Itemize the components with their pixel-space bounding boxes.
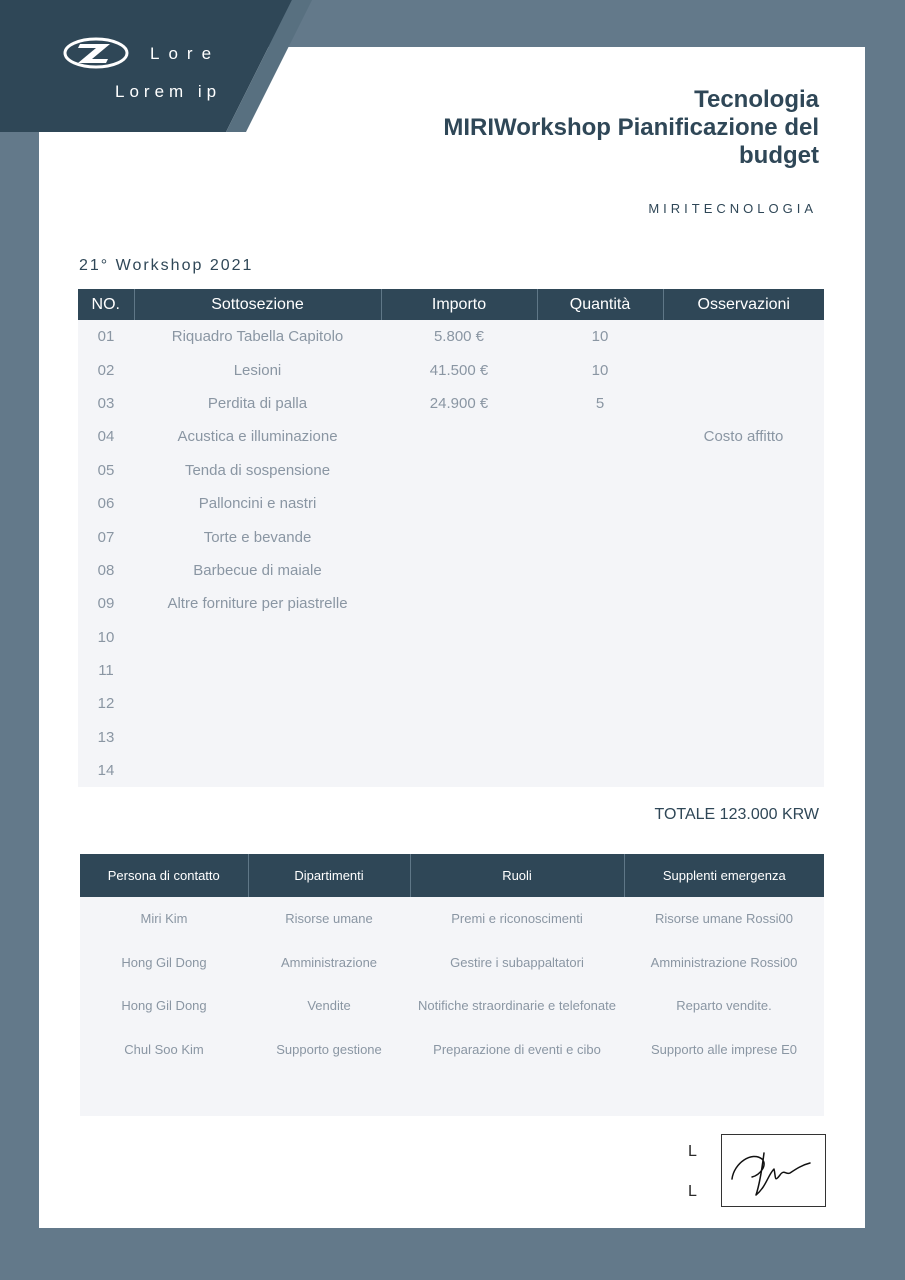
table-cell bbox=[663, 621, 824, 654]
table-cell: 5 bbox=[537, 387, 663, 420]
title-line-1: Tecnologia bbox=[694, 86, 819, 113]
table-cell: 08 bbox=[78, 554, 134, 587]
table-cell: Vendite bbox=[248, 984, 410, 1028]
table-row bbox=[78, 454, 824, 487]
table-cell: 10 bbox=[537, 320, 663, 353]
table-row bbox=[78, 554, 824, 587]
document-title bbox=[379, 86, 819, 170]
table-cell bbox=[381, 621, 537, 654]
budget-column-header: Sottosezione bbox=[134, 289, 381, 320]
table-cell: 07 bbox=[78, 520, 134, 553]
table-cell: 12 bbox=[78, 687, 134, 720]
table-row bbox=[78, 721, 824, 754]
table-cell bbox=[537, 487, 663, 520]
table-cell: 11 bbox=[78, 654, 134, 687]
table-cell: Risorse umane bbox=[248, 897, 410, 941]
logo-band bbox=[0, 0, 320, 132]
table-cell: Miri Kim bbox=[80, 897, 248, 941]
table-cell bbox=[537, 621, 663, 654]
budget-table-body bbox=[78, 320, 824, 787]
table-cell: Perdita di palla bbox=[134, 387, 381, 420]
table-cell bbox=[537, 687, 663, 720]
contacts-table-body bbox=[80, 897, 824, 1116]
table-cell: Torte e bevande bbox=[134, 520, 381, 553]
table-cell bbox=[381, 520, 537, 553]
table-row bbox=[78, 420, 824, 453]
table-cell bbox=[381, 687, 537, 720]
total-amount: TOTALE 123.000 KRW bbox=[654, 806, 819, 823]
table-row bbox=[78, 353, 824, 386]
z-oval-logo-icon bbox=[62, 36, 130, 75]
table-cell bbox=[537, 587, 663, 620]
table-cell: Gestire i subappaltatori bbox=[410, 941, 624, 985]
table-cell bbox=[624, 1071, 824, 1116]
table-cell bbox=[537, 721, 663, 754]
table-row bbox=[78, 520, 824, 553]
table-cell: Premi e riconoscimenti bbox=[410, 897, 624, 941]
table-cell bbox=[663, 654, 824, 687]
contacts-table bbox=[80, 854, 824, 1116]
signature-label-2: L bbox=[688, 1183, 697, 1200]
table-cell: 24.900 € bbox=[381, 387, 537, 420]
table-row bbox=[80, 941, 824, 985]
table-cell bbox=[381, 754, 537, 787]
budget-column-header: Quantità bbox=[537, 289, 663, 320]
table-cell: Altre forniture per piastrelle bbox=[134, 587, 381, 620]
table-row bbox=[78, 687, 824, 720]
table-row bbox=[78, 654, 824, 687]
table-row bbox=[78, 754, 824, 787]
table-cell: Risorse umane Rossi00 bbox=[624, 897, 824, 941]
table-cell bbox=[663, 554, 824, 587]
table-cell bbox=[537, 654, 663, 687]
table-cell bbox=[663, 353, 824, 386]
handwritten-signature-icon bbox=[722, 1135, 825, 1206]
table-cell bbox=[537, 554, 663, 587]
table-cell bbox=[381, 454, 537, 487]
table-cell: 14 bbox=[78, 754, 134, 787]
table-cell bbox=[381, 587, 537, 620]
table-cell bbox=[663, 520, 824, 553]
table-cell: Acustica e illuminazione bbox=[134, 420, 381, 453]
table-cell bbox=[80, 1071, 248, 1116]
table-cell: 03 bbox=[78, 387, 134, 420]
budget-table bbox=[78, 289, 824, 787]
table-cell bbox=[134, 687, 381, 720]
table-cell: Amministrazione bbox=[248, 941, 410, 985]
table-cell bbox=[537, 454, 663, 487]
contacts-column-header: Ruoli bbox=[410, 854, 624, 897]
table-row bbox=[80, 897, 824, 941]
table-cell: Palloncini e nastri bbox=[134, 487, 381, 520]
budget-column-header: Importo bbox=[381, 289, 537, 320]
table-cell bbox=[134, 721, 381, 754]
budget-column-header: NO. bbox=[78, 289, 134, 320]
company-name: MIRITECNOLOGIA bbox=[648, 201, 817, 216]
table-cell: 02 bbox=[78, 353, 134, 386]
table-cell: 09 bbox=[78, 587, 134, 620]
table-spacer-row bbox=[80, 1071, 824, 1116]
table-cell: Supporto gestione bbox=[248, 1028, 410, 1072]
table-cell bbox=[663, 387, 824, 420]
table-cell: Hong Gil Dong bbox=[80, 984, 248, 1028]
table-cell bbox=[663, 721, 824, 754]
table-cell: Costo affitto bbox=[663, 420, 824, 453]
table-row bbox=[78, 587, 824, 620]
table-cell: 13 bbox=[78, 721, 134, 754]
table-cell bbox=[134, 654, 381, 687]
table-row bbox=[78, 621, 824, 654]
title-line-2: MIRIWorkshop Pianificazione del bbox=[443, 114, 819, 141]
signature-box bbox=[721, 1134, 826, 1207]
contacts-column-header: Supplenti emergenza bbox=[624, 854, 824, 897]
table-cell bbox=[381, 487, 537, 520]
table-cell: Lesioni bbox=[134, 353, 381, 386]
signature-label-1: L bbox=[688, 1143, 697, 1160]
table-cell bbox=[663, 487, 824, 520]
table-cell bbox=[410, 1071, 624, 1116]
table-cell: 10 bbox=[537, 353, 663, 386]
table-cell: Preparazione di eventi e cibo bbox=[410, 1028, 624, 1072]
contacts-column-header: Dipartimenti bbox=[248, 854, 410, 897]
table-cell bbox=[134, 621, 381, 654]
table-cell: Tenda di sospensione bbox=[134, 454, 381, 487]
table-cell: Supporto alle imprese E0 bbox=[624, 1028, 824, 1072]
table-cell bbox=[663, 754, 824, 787]
table-cell bbox=[381, 554, 537, 587]
table-cell bbox=[663, 320, 824, 353]
contacts-header-row bbox=[80, 854, 824, 897]
table-cell: Riquadro Tabella Capitolo bbox=[134, 320, 381, 353]
contacts-column-header: Persona di contatto bbox=[80, 854, 248, 897]
table-row bbox=[78, 387, 824, 420]
brand-name-line1: Lore bbox=[150, 44, 221, 63]
budget-header-row bbox=[78, 289, 824, 320]
budget-column-header: Osservazioni bbox=[663, 289, 824, 320]
table-cell bbox=[537, 420, 663, 453]
table-cell bbox=[663, 587, 824, 620]
table-row bbox=[80, 1028, 824, 1072]
table-cell bbox=[381, 654, 537, 687]
table-row bbox=[78, 487, 824, 520]
table-cell: Barbecue di maiale bbox=[134, 554, 381, 587]
table-row bbox=[78, 320, 824, 353]
table-cell: 06 bbox=[78, 487, 134, 520]
table-cell bbox=[381, 420, 537, 453]
table-cell: 10 bbox=[78, 621, 134, 654]
table-cell: Chul Soo Kim bbox=[80, 1028, 248, 1072]
table-cell bbox=[134, 754, 381, 787]
table-cell bbox=[248, 1071, 410, 1116]
table-cell: 01 bbox=[78, 320, 134, 353]
table-cell bbox=[537, 520, 663, 553]
table-cell: 41.500 € bbox=[381, 353, 537, 386]
table-row bbox=[80, 984, 824, 1028]
table-cell bbox=[663, 687, 824, 720]
brand-name-line2: Lorem ip bbox=[115, 82, 222, 101]
table-cell: Reparto vendite. bbox=[624, 984, 824, 1028]
table-cell: 05 bbox=[78, 454, 134, 487]
title-line-3: budget bbox=[739, 142, 819, 169]
table-cell bbox=[537, 754, 663, 787]
table-cell: 04 bbox=[78, 420, 134, 453]
table-cell: Hong Gil Dong bbox=[80, 941, 248, 985]
section-title: 21° Workshop 2021 bbox=[79, 257, 254, 274]
table-cell bbox=[381, 721, 537, 754]
table-cell bbox=[663, 454, 824, 487]
table-cell: 5.800 € bbox=[381, 320, 537, 353]
table-cell: Amministrazione Rossi00 bbox=[624, 941, 824, 985]
table-cell: Notifiche straordinarie e telefonate bbox=[410, 984, 624, 1028]
